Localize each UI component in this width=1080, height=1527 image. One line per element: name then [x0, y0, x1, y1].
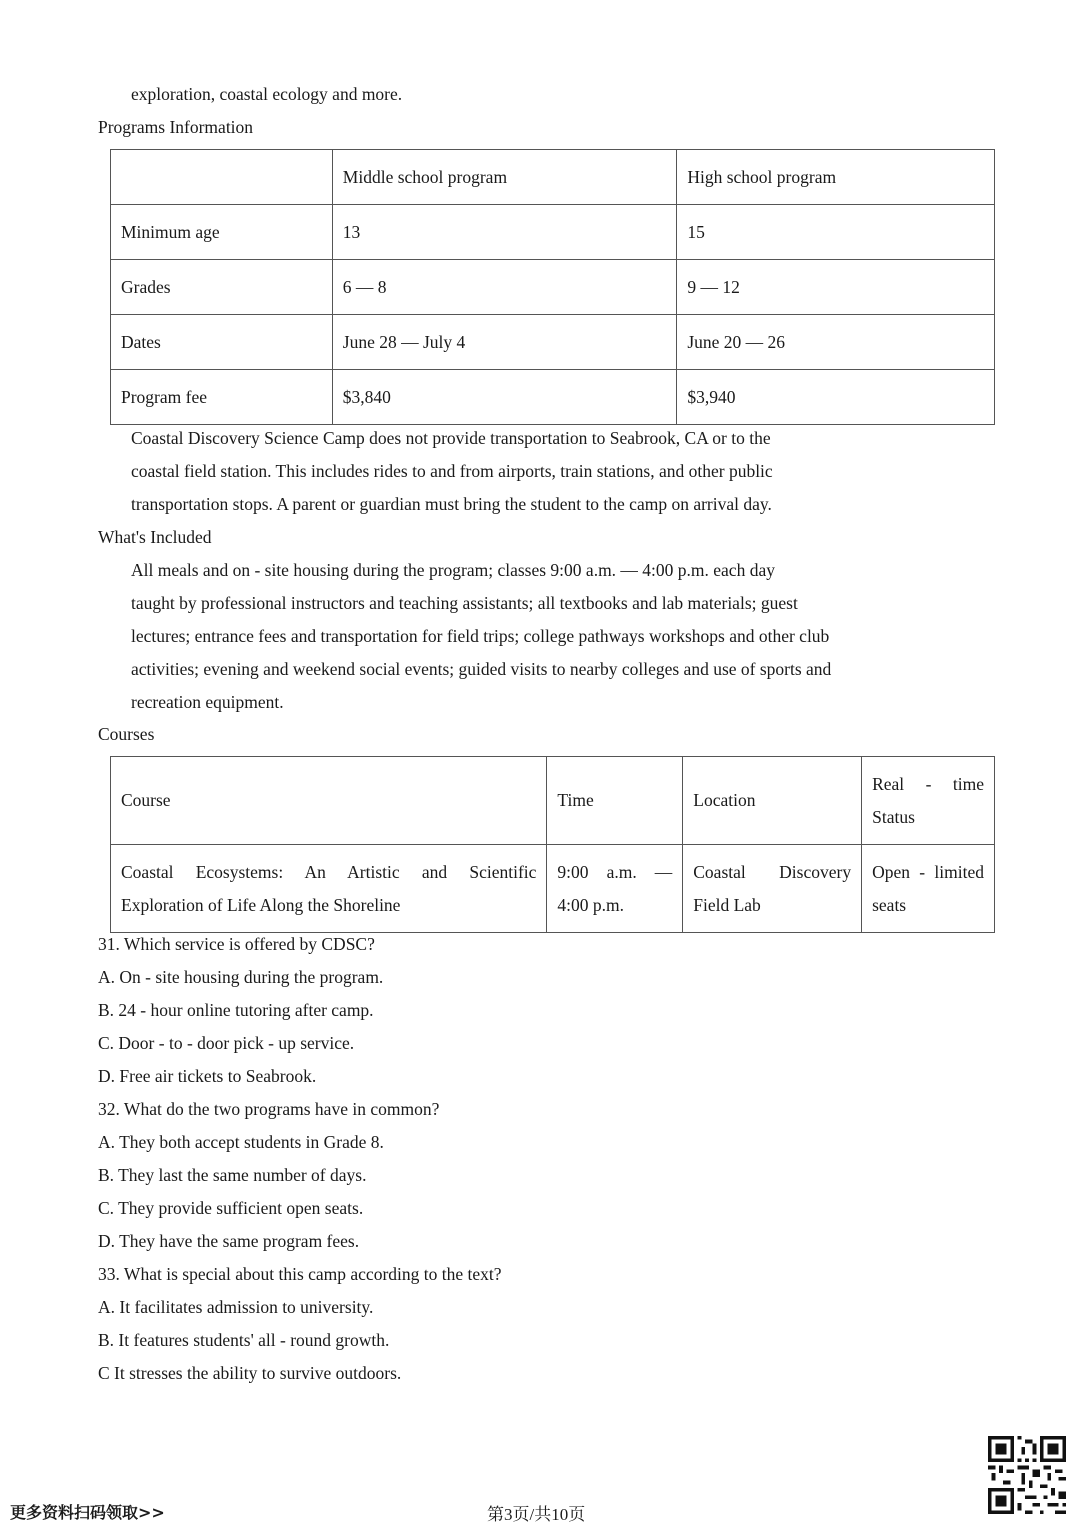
- question-stem: 33. What is special about this camp according to the text?: [98, 1264, 502, 1284]
- paragraph-line: activities; evening and weekend social events; guided visits to nearby colleges and use of sports and: [131, 659, 832, 679]
- table-cell: $3,940: [677, 370, 995, 425]
- table-cell: Program fee: [111, 370, 333, 425]
- answer-option: A. On - site housing during the program.: [98, 967, 384, 987]
- table-cell: [862, 845, 995, 933]
- table-row: [111, 205, 995, 260]
- status-line: Open - limited: [872, 861, 984, 882]
- more-resources-link[interactable]: 更多资料扫码领取>>: [10, 1503, 165, 1522]
- page-number: 第3页/共10页: [487, 1505, 586, 1524]
- table-cell: Minimum age: [111, 205, 333, 260]
- table-row: [111, 757, 995, 845]
- table-row: [111, 260, 995, 315]
- table-header-cell: Middle school program: [332, 150, 677, 205]
- table-cell: [111, 150, 333, 205]
- table-header-cell: Time: [547, 757, 683, 845]
- location-line: Field Lab: [693, 894, 761, 915]
- answer-option: D. Free air tickets to Seabrook.: [98, 1066, 317, 1086]
- table-header-cell: High school program: [677, 150, 995, 205]
- location-line: Coastal Discovery: [693, 861, 852, 882]
- paragraph-line: recreation equipment.: [131, 692, 284, 712]
- included-heading: What's Included: [98, 527, 212, 547]
- table-cell: 13: [332, 205, 677, 260]
- table-cell: 9 — 12: [677, 260, 995, 315]
- paragraph-line: coastal field station. This includes rides to and from airports, train stations, and other public: [131, 461, 773, 481]
- table-cell: June 28 — July 4: [332, 315, 677, 370]
- question-stem: 31. Which service is offered by CDSC?: [98, 934, 375, 954]
- table-row: [111, 370, 995, 425]
- table-header-cell: Location: [683, 757, 862, 845]
- answer-option: A. They both accept students in Grade 8.: [98, 1132, 384, 1152]
- paragraph-line: lectures; entrance fees and transportation for field trips; college pathways workshops and other club: [131, 626, 830, 646]
- programs-heading: Programs Information: [98, 117, 254, 137]
- question-stem: 32. What do the two programs have in common?: [98, 1099, 440, 1119]
- courses-table: [110, 756, 995, 933]
- time-line: 9:00 a.m. —: [557, 861, 673, 882]
- table-cell: $3,840: [332, 370, 677, 425]
- table-header-cell: [862, 757, 995, 845]
- status-header-line: Status: [872, 806, 915, 827]
- table-row: [111, 845, 995, 933]
- answer-option: D. They have the same program fees.: [98, 1231, 360, 1251]
- paragraph-line: transportation stops. A parent or guardian must bring the student to the camp on arrival day.: [131, 494, 772, 514]
- paragraph-line: taught by professional instructors and teaching assistants; all textbooks and lab materials; guest: [131, 593, 798, 613]
- table-cell: 6 — 8: [332, 260, 677, 315]
- table-row: [111, 150, 995, 205]
- table-cell: June 20 — 26: [677, 315, 995, 370]
- table-cell: [683, 845, 862, 933]
- table-cell: Grades: [111, 260, 333, 315]
- table-cell: Dates: [111, 315, 333, 370]
- table-cell: 15: [677, 205, 995, 260]
- answer-option: C. They provide sufficient open seats.: [98, 1198, 364, 1218]
- programs-table: [110, 149, 995, 425]
- table-cell: [547, 845, 683, 933]
- time-line: 4:00 p.m.: [557, 894, 625, 915]
- answer-option: B. It features students' all - round growth.: [98, 1330, 390, 1350]
- course-name-line: Coastal Ecosystems: An Artistic and Scientific: [121, 861, 537, 882]
- status-line: seats: [872, 894, 907, 915]
- table-cell: [111, 845, 547, 933]
- table-row: [111, 315, 995, 370]
- answer-option: B. They last the same number of days.: [98, 1165, 367, 1185]
- status-header-line: Real - time: [872, 773, 984, 794]
- course-name-line: Exploration of Life Along the Shoreline: [121, 894, 401, 915]
- answer-option: C It stresses the ability to survive outdoors.: [98, 1363, 402, 1383]
- paragraph-line: Coastal Discovery Science Camp does not provide transportation to Seabrook, CA or to the: [131, 428, 771, 448]
- courses-heading: Courses: [98, 724, 155, 744]
- answer-option: A. It facilitates admission to university.: [98, 1297, 374, 1317]
- paragraph-line: All meals and on - site housing during the program; classes 9:00 a.m. — 4:00 p.m. each day: [131, 560, 775, 580]
- qr-code-icon[interactable]: [988, 1436, 1066, 1514]
- answer-option: C. Door - to - door pick - up service.: [98, 1033, 355, 1053]
- answer-option: B. 24 - hour online tutoring after camp.: [98, 1000, 374, 1020]
- table-header-cell: Course: [111, 757, 547, 845]
- intro-tail-text: exploration, coastal ecology and more.: [131, 84, 403, 104]
